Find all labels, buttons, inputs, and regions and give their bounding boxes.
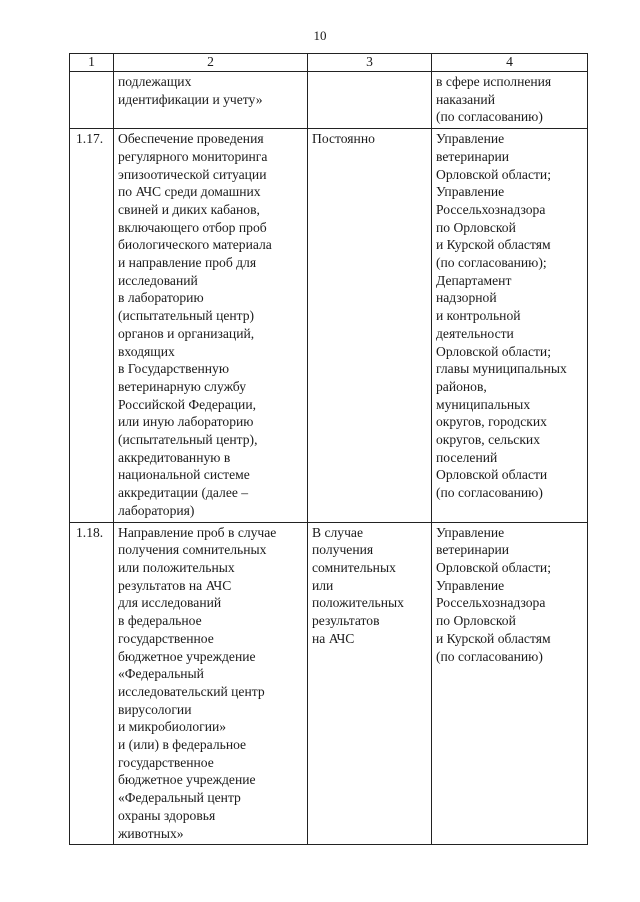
table-row: [70, 522, 588, 845]
column-header-3: 3: [308, 54, 432, 72]
measures-table: [69, 53, 588, 845]
timing-cell: Постоянно: [308, 129, 432, 522]
column-header-1: 1: [70, 54, 114, 72]
measure-cell: Направление проб в случае получения сомнительных или положительных результатов на АЧС для исследований в федеральное государственное бюджетное учреждение «Федеральный исследовательский центр вирусологии и микробиологии» и (или) в федеральное государственное бюджетное учреждение «Федеральный центр охраны здоровья животных»: [114, 522, 308, 845]
measure-cell: подлежащих идентификации и учету»: [114, 72, 308, 129]
timing-cell: В случае получения сомнительных или положительных результатов на АЧС: [308, 522, 432, 845]
column-header-2: 2: [114, 54, 308, 72]
table-row: [70, 72, 588, 129]
row-number-cell: 1.17.: [70, 129, 114, 522]
row-number-cell: [70, 72, 114, 129]
page-number: 10: [313, 28, 327, 43]
table-header-row: [70, 54, 588, 72]
responsible-cell: Управление ветеринарии Орловской области; Управление Россельхознадзора по Орловской и Курской областям (по согласованию); Департамент надзорной и контрольной деятельности Орловской области; главы муниципальных районов, муниципальных округов, городских округов, сельских поселений Орловской области (по согласованию): [432, 129, 588, 522]
responsible-cell: в сфере исполнения наказаний (по согласованию): [432, 72, 588, 129]
measure-cell: Обеспечение проведения регулярного мониторинга эпизоотической ситуации по АЧС среди домашних свиней и диких кабанов, включающего отбор проб биологического материала и направление проб для исследований в лабораторию (испытательный центр) органов и организаций, входящих в Государственную ветеринарную службу Российской Федерации, или иную лабораторию (испытательный центр), аккредитованную в национальной системе аккредитации (далее – лаборатория): [114, 129, 308, 522]
table-row: [70, 129, 588, 522]
timing-cell: [308, 72, 432, 129]
row-number-cell: 1.18.: [70, 522, 114, 845]
responsible-cell: Управление ветеринарии Орловской области; Управление Россельхознадзора по Орловской и Курской областям (по согласованию): [432, 522, 588, 845]
column-header-4: 4: [432, 54, 588, 72]
